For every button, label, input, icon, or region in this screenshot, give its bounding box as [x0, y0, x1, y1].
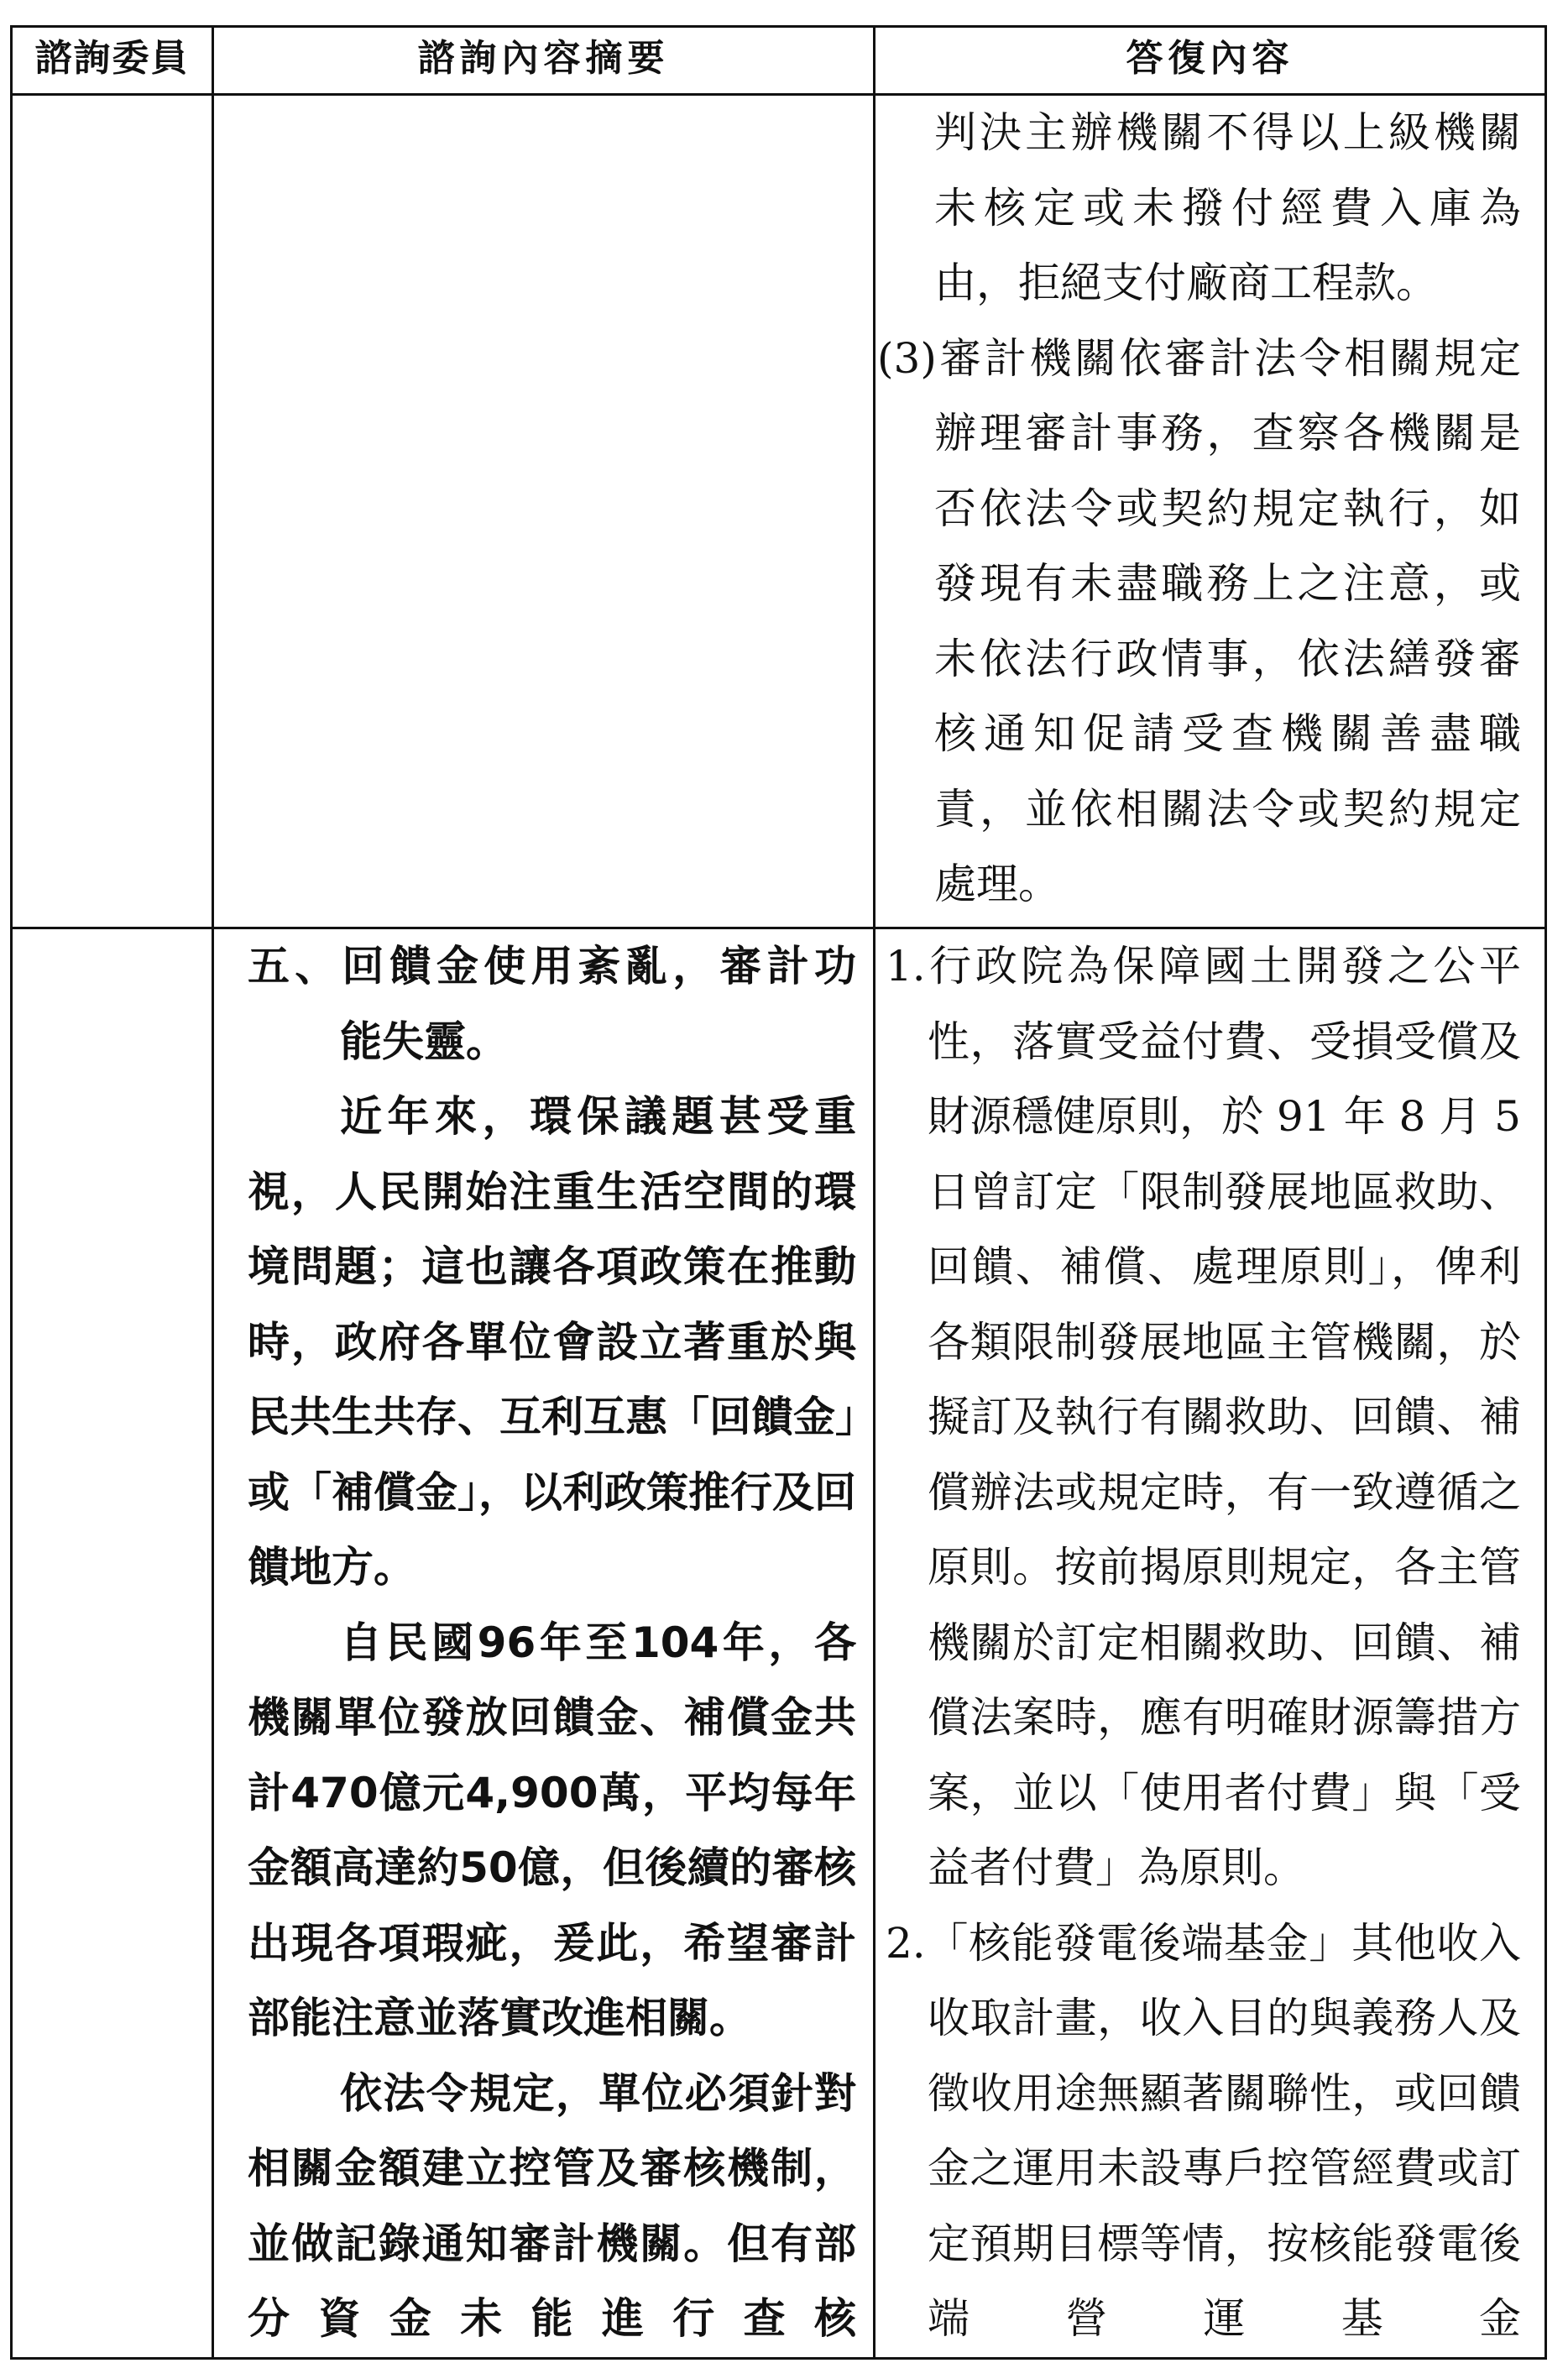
- header-inquiry-summary: 諮詢內容摘要: [213, 27, 875, 95]
- inquiry-heading: 五、回饋金使用紊亂，審計功: [248, 942, 856, 991]
- inquiry-cell: [213, 95, 875, 928]
- reply-cell: [875, 95, 1546, 928]
- header-reply-content: 答復內容: [875, 27, 1546, 95]
- inquiry-reply-table: [10, 25, 1547, 2360]
- inquiry-paragraph: 依法令規定，單位必須針對相關金額建立控管及審核機制，並做記錄通知審計機關。但有部分資金未能進行查核: [248, 2068, 856, 2343]
- reply-continuation: 判決主辦機關不得以上級機關未核定或未撥付經費入庫為由，拒絕支付廠商工程款。: [934, 108, 1521, 307]
- reply-item-2: 2.「核能發電後端基金」其他收入收取計畫，收入目的與義務人及徵收用途無顯著關聯性，或回饋金之運用未設專戶控管經費或訂定預期目標等情，按核能發電後端營運基金: [886, 1918, 1521, 2343]
- reply-item-3: (3)審計機關依審計法令相關規定辦理審計事務，查察各機關是否依法令或契約規定執行，如發現有未盡職務上之注意，或未依法行政情事，依法繕發審核通知促請受查機關善盡職責，並依相關法令或契約規定處理。: [877, 333, 1521, 908]
- member-cell: [12, 95, 213, 928]
- reply-item-1: 1.行政院為保障國土開發之公平性，落實受益付費、受損受償及財源穩健原則，於 91 年 8 月 5 日曾訂定「限制發展地區救助、回饋、補償、處理原則」，俾利各類限制發展地區主管機關，於擬訂及執行有關救助、回饋、補償辦法或規定時，有一致遵循之原則。按前揭原則規定，各主管機關於訂定相關救助、回饋、補償法案時，應有明確財源籌措方案，並以「使用者付費」與「受益者付費」為原則。: [886, 942, 1521, 1892]
- table-header-row: [12, 27, 1546, 95]
- reply-cell: [875, 928, 1546, 2359]
- inquiry-paragraph: 近年來，環保議題甚受重視，人民開始注重生活空間的環境問題；這也讓各項政策在推動時，政府各單位會設立著重於與民共生共存、互利互惠「回饋金」或「補償金」，以利政策推行及回饋地方。: [248, 1092, 856, 1592]
- table-row: [12, 928, 1546, 2359]
- member-cell: [12, 928, 213, 2359]
- table-row: [12, 95, 1546, 928]
- inquiry-heading-continuation: 能失靈。: [340, 1017, 508, 1066]
- inquiry-cell: [213, 928, 875, 2359]
- header-member: 諮詢委員: [12, 27, 213, 95]
- inquiry-paragraph: 自民國96年至104年，各機關單位發放回饋金、補償金共計470億元4,900萬，平均每年金額高達約50億，但後續的審核出現各項瑕疵，爰此，希望審計部能注意並落實改進相關。: [248, 1618, 856, 2042]
